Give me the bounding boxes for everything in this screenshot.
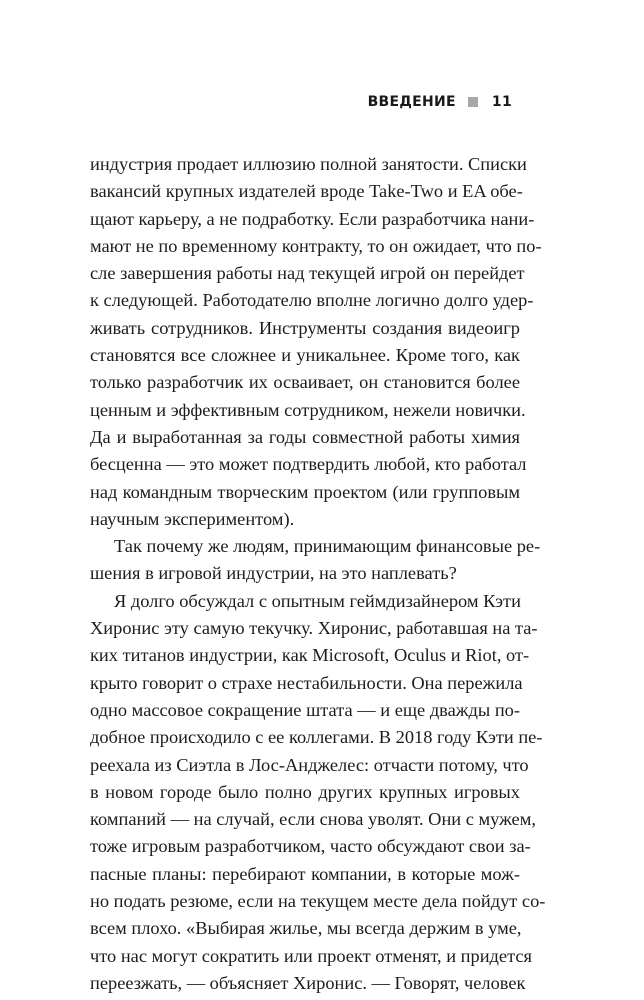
- text-line: сле завершения работы над текущей игрой он перейдет: [90, 263, 525, 284]
- text-line: ценным и эффективным сотрудником, нежели новички.: [90, 399, 526, 420]
- text-line: крыто говорит о страхе нестабильности. Она пережила: [90, 672, 523, 693]
- text-line: переезжать, — объясняет Хиронис. — Говорят, человек: [90, 972, 526, 993]
- paragraph-3: [90, 588, 546, 997]
- text-line: реехала из Сиэтла в Лос-Анджелес: отчасти потому, что: [90, 754, 529, 775]
- paragraph-2: [90, 533, 541, 588]
- text-line: компаний — на случай, если снова уволят. Они с мужем,: [90, 809, 536, 830]
- text-line: добное происходило с ее коллегами. В 2018 году Кэти пе-: [90, 727, 543, 748]
- text-line: пасные планы: перебирают компании, в которые мож-: [90, 863, 520, 884]
- text-line: ких титанов индустрии, как Microsoft, Oculus и Riot, от-: [90, 645, 530, 666]
- text-line: научным экспериментом).: [90, 508, 295, 529]
- text-line: одно массовое сокращение штата — и еще дважды по-: [90, 699, 520, 720]
- text-line: Так почему же людям, принимающим финансовые ре-: [114, 536, 541, 557]
- text-line: всем плохо. «Выбирая жилье, мы всегда держим в уме,: [90, 918, 522, 939]
- running-head: [368, 91, 512, 113]
- section-title: ВВЕДЕНИЕ: [367, 94, 456, 110]
- text-line: становятся все сложнее и уникальнее. Кроме того, как: [90, 345, 520, 366]
- text-line: но подать резюме, если на текущем месте дела пойдут со-: [90, 891, 546, 912]
- text-line: шения в игровой индустрии, на это наплевать?: [90, 563, 457, 584]
- body-text: [90, 151, 546, 997]
- text-line: мают не по временному контракту, то он ожидает, что по-: [90, 235, 542, 256]
- separator-square-icon: [468, 97, 478, 107]
- text-line: над командным творческим проектом (или групповым: [90, 481, 520, 502]
- text-line: вакансий крупных издателей вроде Take-Two и EA обе-: [90, 181, 523, 202]
- text-line: к следующей. Работодателю вполне логично долго удер-: [90, 290, 534, 311]
- text-line: Да и выработанная за годы совместной работы химия: [90, 426, 520, 447]
- text-line: тоже игровым разработчиком, часто обсуждают свои за-: [90, 836, 531, 857]
- text-line: индустрия продает иллюзию полной занятости. Списки: [90, 154, 527, 174]
- text-line: в новом городе было полно других крупных игровых: [90, 781, 520, 802]
- paragraph-1: [90, 151, 542, 533]
- text-line: что нас могут сократить или проект отменят, и придется: [90, 945, 532, 966]
- text-line: живать сотрудников. Инструменты создания видеоигр: [90, 317, 520, 338]
- text-line: Хиронис эту самую текучку. Хиронис, работавшая на та-: [90, 618, 538, 639]
- page-number: 11: [491, 94, 512, 110]
- text-line: бесценна — это может подтвердить любой, кто работал: [90, 454, 527, 475]
- text-line: Я долго обсуждал с опытным геймдизайнером Кэти: [114, 590, 521, 611]
- text-line: только разработчик их осваивает, он становится более: [90, 372, 520, 393]
- text-line: щают карьеру, а не подработку. Если разработчика нани-: [90, 208, 535, 229]
